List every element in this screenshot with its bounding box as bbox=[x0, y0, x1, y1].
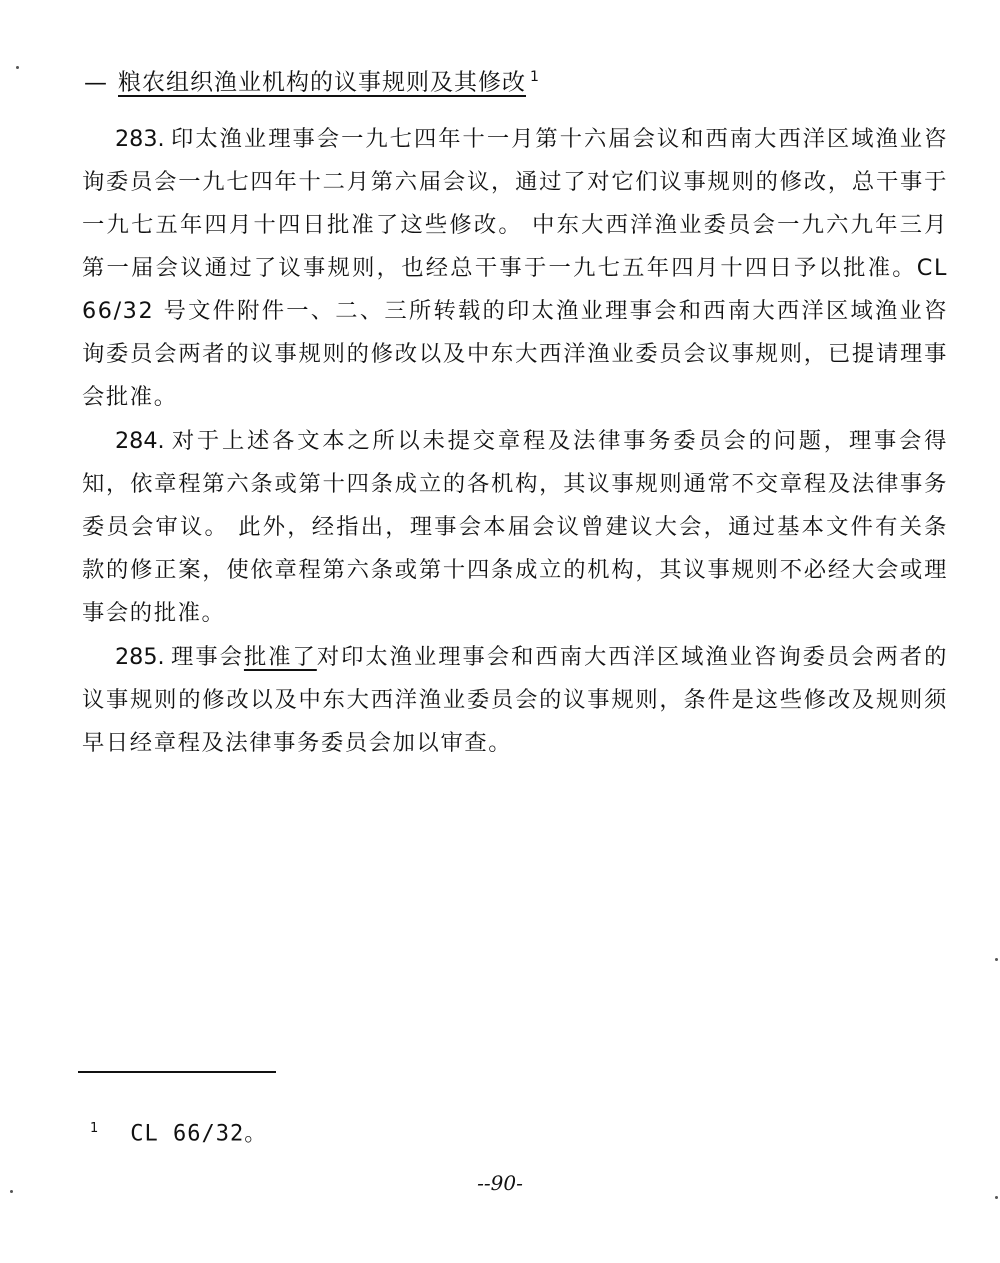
footnote-text: CL 66/32。 bbox=[130, 1121, 268, 1147]
page-number: --90- bbox=[477, 1171, 523, 1195]
scan-speck bbox=[16, 66, 19, 69]
paragraph-284 bbox=[82, 420, 948, 635]
paragraph-283 bbox=[82, 118, 948, 419]
paragraph-285 bbox=[82, 636, 948, 765]
body-text bbox=[82, 118, 948, 765]
heading-footnote-ref: 1 bbox=[530, 69, 540, 85]
paragraph-text: 对于上述各文本之所以未提交章程及法律事务委员会的问题，理事会得知，依章程第六条或第十四条成立的各机构，其议事规则通常不交章程及法律事务委员会审议。 此外，经指出，理事会本届会议曾建议大会，通过基本文件有关条款的修正案，使依章程第六条或第十四条成立的机构，其议事规则不必经大会或理事会的批准。 bbox=[82, 428, 948, 626]
scan-speck bbox=[10, 1190, 13, 1193]
footnote bbox=[90, 1112, 267, 1151]
footnote-divider bbox=[78, 1071, 276, 1073]
scan-speck bbox=[995, 958, 998, 961]
scan-speck bbox=[995, 1196, 998, 1199]
paragraph-text: 印太渔业理事会一九七四年十一月第十六届会议和西南大西洋区域渔业咨询委员会一九七四年十二月第六届会议，通过了对它们议事规则的修改，总干事于一九七五年四月十四日批准了这些修改。 中东大西洋渔业委员会一九六九年三月第一届会议通过了议事规则，也经总干事于一九七五年四月十四日予以批准。CL 66/32 号文件附件一、二、三所转载的印太渔业理事会和西南大西洋区域渔业咨询委员会两者的议事规则的修改以及中东大西洋渔业委员会议事规则，已提请理事会批准。 bbox=[82, 126, 948, 410]
paragraph-number: 284. bbox=[115, 428, 165, 454]
paragraph-text-after: 对印太渔业理事会和西南大西洋区域渔业咨询委员会两者的议事规则的修改以及中东大西洋渔业委员会的议事规则，条件是这些修改及规则须早日经章程及法律事务委员会加以审查。 bbox=[82, 644, 948, 756]
paragraph-number: 285. bbox=[115, 644, 165, 670]
footnote-marker: 1 bbox=[90, 1121, 99, 1136]
heading-title: 粮农组织渔业机构的议事规则及其修改 bbox=[118, 69, 526, 96]
paragraph-text-underlined: 批准了 bbox=[243, 644, 317, 670]
heading-dash: — bbox=[84, 69, 108, 96]
section-heading bbox=[84, 60, 540, 100]
paragraph-number: 283. bbox=[115, 126, 165, 152]
paragraph-text-before: 理事会 bbox=[170, 644, 244, 670]
